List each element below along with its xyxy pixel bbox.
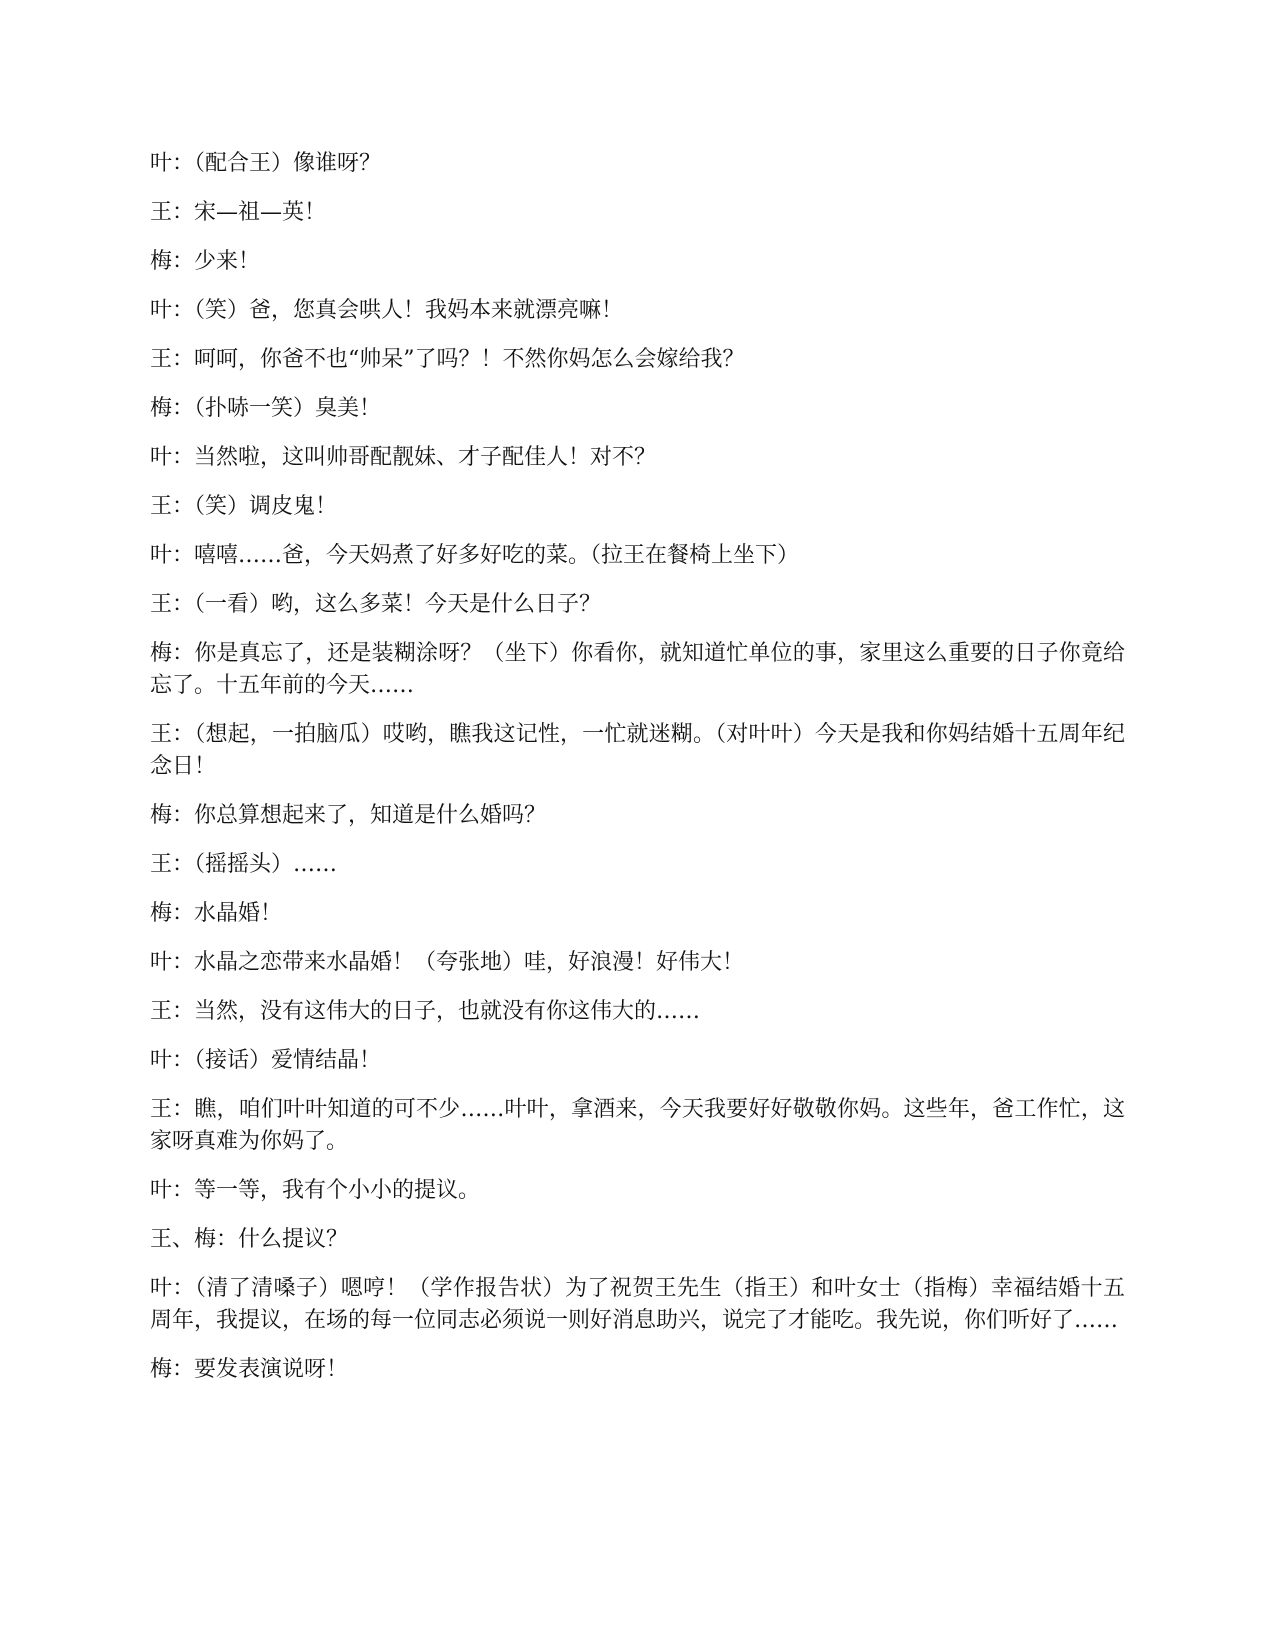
dialogue-line: 梅：要发表演说呀！ bbox=[150, 1357, 349, 1382]
dialogue-line: 王：（想起，一拍脑瓜）哎哟，瞧我这记性，一忙就迷糊。（对叶叶）今天是我和你妈结婚十五周年纪念日！ bbox=[150, 722, 1125, 779]
dialogue-line: 王、梅：什么提议？ bbox=[150, 1227, 349, 1252]
dialogue-line: 王：宋—祖—英！ bbox=[150, 200, 327, 225]
dialogue-line: 王：呵呵，你爸不也“帅呆”了吗？！不然你妈怎么会嫁给我？ bbox=[150, 347, 745, 372]
dialogue-line: 梅：你是真忘了，还是装糊涂呀？（坐下）你看你，就知道忙单位的事，家里这么重要的日子你竟给忘了。十五年前的今天…… bbox=[150, 641, 1125, 698]
dialogue-line: 王：（笑）调皮鬼！ bbox=[150, 494, 338, 519]
dialogue-line: 梅：（扑哧一笑）臭美！ bbox=[150, 396, 382, 421]
script-page bbox=[150, 148, 1125, 1403]
dialogue-line: 叶：当然啦，这叫帅哥配靓妹、才子配佳人！对不？ bbox=[150, 445, 657, 470]
dialogue-line: 叶：（接话）爱情结晶！ bbox=[150, 1048, 382, 1073]
dialogue-line: 叶：（清了清嗓子）嗯哼！（学作报告状）为了祝贺王先生（指王）和叶女士（指梅）幸福结婚十五周年，我提议，在场的每一位同志必须说一则好消息助兴，说完了才能吃。我先说，你们听好了…… bbox=[150, 1276, 1125, 1333]
dialogue-line: 王：瞧，咱们叶叶知道的可不少……叶叶，拿酒来，今天我要好好敬敬你妈。这些年，爸工作忙，这家呀真难为你妈了。 bbox=[150, 1097, 1125, 1154]
dialogue-line: 叶：等一等，我有个小小的提议。 bbox=[150, 1178, 481, 1203]
dialogue-line: 王：当然，没有这伟大的日子，也就没有你这伟大的…… bbox=[150, 999, 701, 1024]
dialogue-line: 王：（摇摇头）…… bbox=[150, 852, 338, 877]
dialogue-line: 梅：少来！ bbox=[150, 249, 261, 274]
dialogue-line: 叶：（笑）爸，您真会哄人！我妈本来就漂亮嘛！ bbox=[150, 298, 624, 323]
dialogue-line: 梅：你总算想起来了，知道是什么婚吗？ bbox=[150, 803, 547, 828]
dialogue-line: 叶：嘻嘻……爸，今天妈煮了好多好吃的菜。（拉王在餐椅上坐下） bbox=[150, 543, 800, 568]
dialogue-line: 叶：（配合王）像谁呀？ bbox=[150, 151, 382, 176]
dialogue-line: 王：（一看）哟，这么多菜！今天是什么日子？ bbox=[150, 592, 602, 617]
dialogue-line: 梅：水晶婚！ bbox=[150, 901, 283, 926]
dialogue-line: 叶：水晶之恋带来水晶婚！（夸张地）哇，好浪漫！好伟大！ bbox=[150, 950, 745, 975]
